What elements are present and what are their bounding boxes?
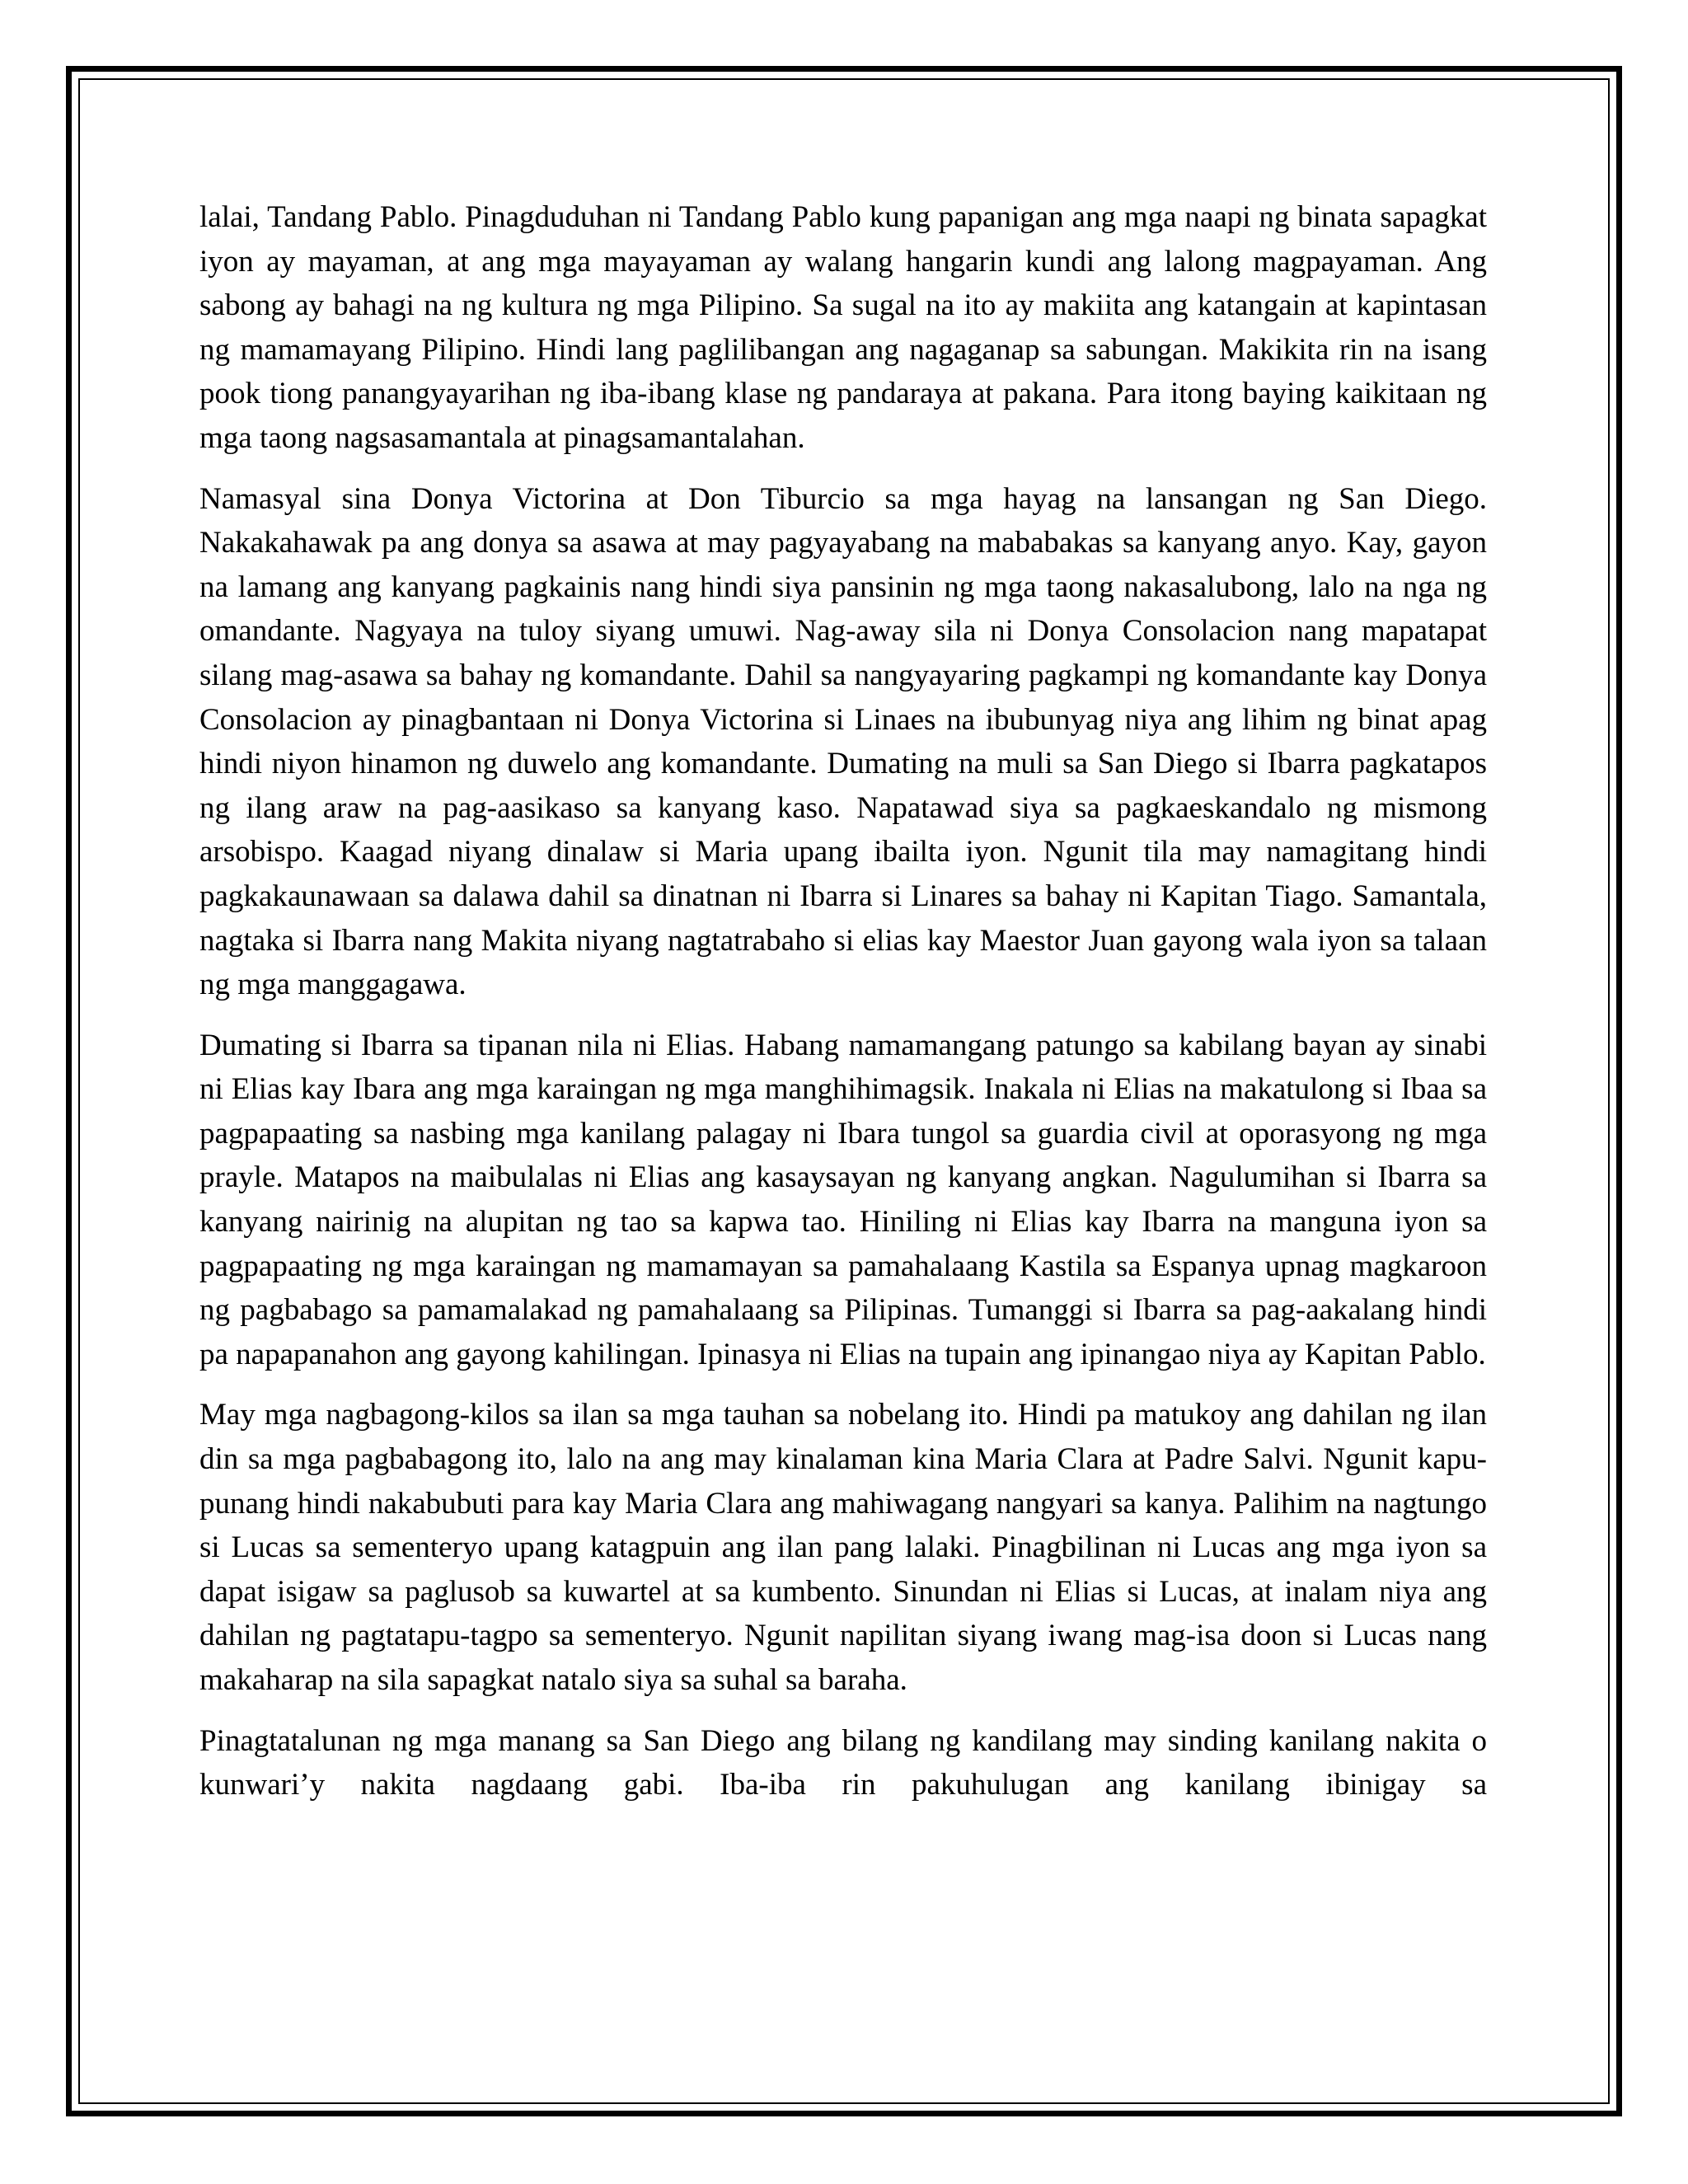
document-body xyxy=(199,195,1487,1824)
paragraph-3: Dumating si Ibarra sa tipanan nila ni Elias. Habang namamangang patungo sa kabilang bayan ay sinabi ni Elias kay Ibara ang mga karaingan ng mga manghihimagsik. Inakala ni Elias na makatulong si Ibaa sa pagpapaating sa nasbing mga kanilang palagay ni Ibara tungol sa guardia civil at oporasyong ng mga prayle. Matapos na maibulalas ni Elias ang kasaysayan ng kanyang angkan. Nagulumihan si Ibarra sa kanyang nairinig na alupitan ng tao sa kapwa tao. Hiniling ni Elias kay Ibarra na manguna iyon sa pagpapaating ng mga karaingan ng mamamayan sa pamahalaang Kastila sa Espanya upnag magkaroon ng pagbabago sa pamamalakad ng pamahalaang sa Pilipinas. Tumanggi si Ibarra sa pag-aakalang hindi pa napapanahon ang gayong kahilingan. Ipinasya ni Elias na tupain ang ipinangao niya ay Kapitan Pablo. xyxy=(199,1028,1487,1371)
paragraph-4: May mga nagbagong-kilos sa ilan sa mga tauhan sa nobelang ito. Hindi pa matukoy ang dahilan ng ilan din sa mga pagbabagong ito, lalo na ang may kinalaman kina Maria Clara at Padre Salvi. Ngunit kapu-punang hindi nakabubuti para kay Maria Clara ang mahiwagang nangyari sa kanya. Palihim na nagtungo si Lucas sa sementeryo upang katagpuin ang ilan pang lalaki. Pinagbilinan ni Lucas ang mga iyon sa dapat isigaw sa paglusob sa kuwartel at sa kumbento. Sinundan ni Elias si Lucas, at inalam niya ang dahilan ng pagtatapu-tagpo sa sementeryo. Ngunit napilitan siyang iwang mag-isa doon si Lucas nang makaharap na sila sapagkat natalo siya sa suhal sa baraha. xyxy=(199,1398,1487,1697)
paragraph-5: Pinagtatalunan ng mga manang sa San Diego ang bilang ng kandilang may sinding kanilang nakita o kunwari’y nakita nagdaang gabi. Iba-iba rin pakuhulugan ang kanilang ibinigay sa xyxy=(199,1723,1487,1802)
paragraph-1: lalai, Tandang Pablo. Pinagduduhan ni Tandang Pablo kung papanigan ang mga naapi ng binata sapagkat iyon ay mayaman, at ang mga mayayaman ay walang hangarin kundi ang lalong magpayaman. Ang sabong ay bahagi na ng kultura ng mga Pilipino. Sa sugal na ito ay makiita ang katangain at kapintasan ng mamamayang Pilipino. Hindi lang paglilibangan ang nagaganap sa sabungan. Makikita rin na isang pook tiong panangyayarihan ng iba-ibang klase ng pandaraya at pakana. Para itong baying kaikitaan ng mga taong nagsasamantala at pinagsamantalahan. xyxy=(199,200,1487,455)
paragraph-2: Namasyal sina Donya Victorina at Don Tiburcio sa mga hayag na lansangan ng San Diego. Nakakahawak pa ang donya sa asawa at may pagyayabang na mababakas sa kanyang anyo. Kay, gayon na lamang ang kanyang pagkainis nang hindi siya pansinin ng mga taong nakasalubong, lalo na nga ng omandante. Nagyaya na tuloy siyang umuwi. Nag-away sila ni Donya Consolacion nang mapatapat silang mag-asawa sa bahay ng komandante. Dahil sa nangyayaring pagkampi ng komandante kay Donya Consolacion ay pinagbantaan ni Donya Victorina si Linaes na ibubunyag niya ang lihim ng binat apag hindi niyon hinamon ng duwelo ang komandante. Dumating na muli sa San Diego si Ibarra pagkatapos ng ilang araw na pag-aasikaso sa kanyang kaso. Napatawad siya sa pagkaeskandalo ng mismong arsobispo. Kaagad niyang dinalaw si Maria upang ibailta iyon. Ngunit tila may namagitang hindi pagkakaunawaan sa dalawa dahil sa dinatnan ni Ibarra si Linares sa bahay ni Kapitan Tiago. Samantala, nagtaka si Ibarra nang Makita niyang nagtatrabaho si elias kay Maestor Juan gayong wala iyon sa talaan ng mga manggagawa. xyxy=(199,481,1487,1002)
